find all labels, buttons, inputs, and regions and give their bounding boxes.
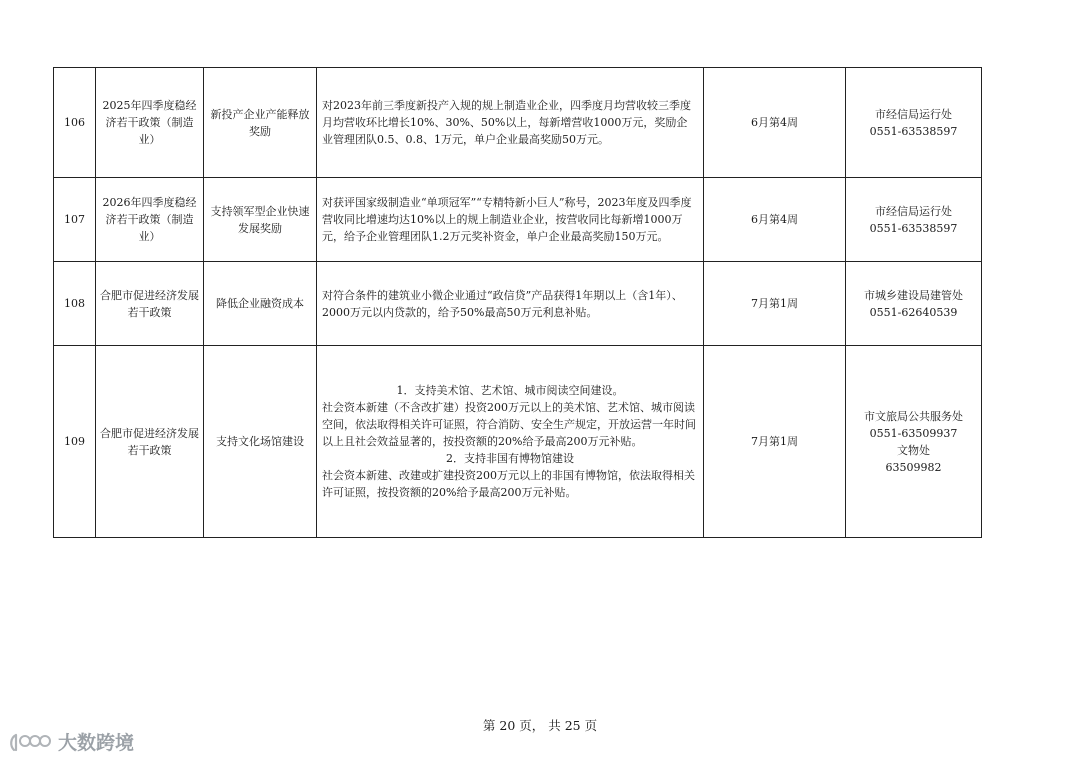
dept-name: 文物处: [897, 443, 930, 457]
dept-name: 市经信局运行处: [875, 204, 952, 218]
policy-item: 支持文化场馆建设: [204, 346, 317, 538]
implementation-time: 7月第1周: [704, 262, 846, 346]
table-row: [54, 68, 982, 178]
responsible-dept: [846, 178, 982, 262]
dept-phone: 0551-63509937: [869, 426, 958, 440]
policy-item: 新投产企业产能释放奖励: [204, 68, 317, 178]
watermark-logo-icon: [8, 730, 52, 754]
table-row: [54, 262, 982, 346]
row-number: 107: [54, 178, 96, 262]
dept-phone: 0551-63538597: [869, 221, 958, 235]
dept-name: 市城乡建设局建管处: [864, 288, 963, 302]
dept-phone: 63509982: [885, 460, 942, 474]
content-paragraph: 社会资本新建、改建或扩建投资200万元以上的非国有博物馆，依法取得相关许可证照，按投资额的20%给予最高200万元补贴。: [322, 469, 695, 499]
policy-name: 2026年四季度稳经济若干政策（制造业）: [96, 178, 204, 262]
policy-table: [53, 67, 982, 538]
implementation-time: 7月第1周: [704, 346, 846, 538]
table-row: [54, 178, 982, 262]
policy-content: 对2023年前三季度新投产入规的规上制造业企业，四季度月均营收较三季度月均营收环比增长10%、30%、50%以上，每新增营收1000万元，奖励企业管理团队0.5、0.8、1万元，单户企业最高奖励50万元。: [317, 68, 704, 178]
policy-content: 对符合条件的建筑业小微企业通过“政信贷”产品获得1年期以上（含1年）、2000万元以内贷款的，给予50%最高50万元利息补贴。: [317, 262, 704, 346]
implementation-time: 6月第4周: [704, 68, 846, 178]
row-number: 109: [54, 346, 96, 538]
content-subheading: 1．支持美术馆、艺术馆、城市阅读空间建设。: [396, 384, 624, 397]
dept-phone: 0551-62640539: [869, 305, 958, 319]
policy-name: 2025年四季度稳经济若干政策（制造业）: [96, 68, 204, 178]
responsible-dept: [846, 262, 982, 346]
dept-name: 市文旅局公共服务处: [864, 409, 963, 423]
dept-phone: 0551-63538597: [869, 124, 958, 138]
row-number: 108: [54, 262, 96, 346]
content-paragraph: 社会资本新建（不含改扩建）投资200万元以上的美术馆、艺术馆、城市阅读空间，依法取得相关许可证照，符合消防、安全生产规定，开放运营一年时间以上且社会效益显著的，按投资额的20%给予最高200万元补贴。: [322, 401, 696, 448]
implementation-time: 6月第4周: [704, 178, 846, 262]
row-number: 106: [54, 68, 96, 178]
policy-item: 支持领军型企业快速发展奖励: [204, 178, 317, 262]
watermark: [8, 728, 134, 755]
responsible-dept: [846, 68, 982, 178]
dept-name: 市经信局运行处: [875, 107, 952, 121]
page-footer: 第 20 页， 共 25 页: [482, 718, 598, 733]
watermark-text: 大数跨境: [58, 732, 135, 754]
policy-content: [317, 346, 704, 538]
policy-name: 合肥市促进经济发展若干政策: [96, 346, 204, 538]
responsible-dept: [846, 346, 982, 538]
policy-name: 合肥市促进经济发展若干政策: [96, 262, 204, 346]
content-subheading: 2．支持非国有博物馆建设: [446, 452, 574, 465]
policy-content: 对获评国家级制造业“单项冠军”“专精特新小巨人”称号，2023年度及四季度营收同比增速均达10%以上的规上制造业企业，按营收同比每新增1000万元，给予企业管理团队1.2万元奖补资金，单户企业最高奖励150万元。: [317, 178, 704, 262]
table-row: [54, 346, 982, 538]
policy-item: 降低企业融资成本: [204, 262, 317, 346]
